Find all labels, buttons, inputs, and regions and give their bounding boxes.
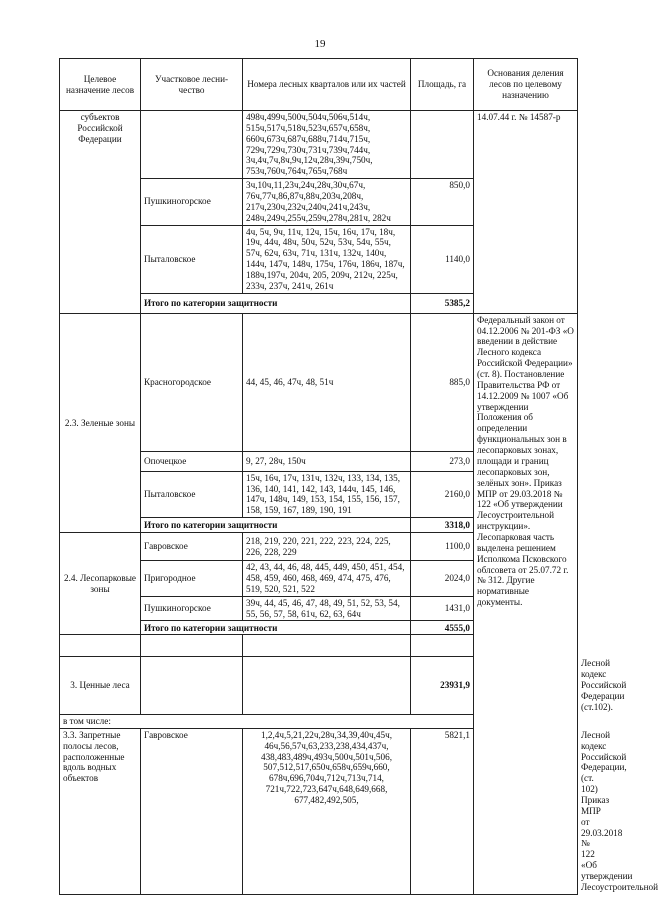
quarters-cell: 42, 43, 44, 46, 48, 445, 449, 450, 451, 454, 458, 459, 460, 468, 469, 474, 475, 476, 519, 520, 521, 522 [243,561,411,597]
basis-cell: 14.07.44 г. № 14587-р [474,111,578,314]
forestry-cell: Пригородное [141,561,243,597]
purpose-cell: субъектов Российской Федерации [60,111,141,314]
empty-cell [411,635,474,657]
total-label: Итого по категории защитности [141,518,411,533]
area-cell: 273,0 [411,451,474,471]
forestry-cell: Гавровское [141,533,243,561]
area-cell [411,111,474,179]
area-cell: 2160,0 [411,471,474,517]
empty-cell [243,635,411,657]
forestry-cell [141,657,243,714]
header-area: Площадь, га [411,59,474,111]
quarters-cell: 498ч,499ч,500ч,504ч,506ч,514ч, 515ч,517ч,518ч,523ч,657ч,658ч, 660ч,673ч,687ч,688ч,714ч,715ч, 729ч,729ч,730ч,731ч,739ч,744ч, 3ч,4ч,7ч,8ч,9ч,12ч,28ч,39ч,750ч, 753ч,760ч,764ч,765ч,768ч [243,111,411,179]
table-row [60,111,578,179]
area-cell: 2024,0 [411,561,474,597]
purpose-cell: 3.3. Запретные полосы лесов, расположенные вдоль водных объектов [60,728,141,894]
area-cell: 1431,0 [411,596,474,621]
forestry-cell: Опочецкое [141,451,243,471]
area-cell: 1100,0 [411,533,474,561]
table-row [60,313,578,451]
area-cell: 850,0 [411,179,474,225]
quarters-cell: 15ч, 16ч, 17ч, 131ч, 132ч, 133, 134, 135, 136, 140, 141, 142, 143, 144ч, 145, 146, 147ч, 148ч, 149, 153, 154, 155, 156, 157, 158, 159, 167, 189, 190, 191 [243,471,411,517]
header-purpose: Целевое назначение лесов [60,59,141,111]
forest-purpose-table [59,58,658,895]
including-label: в том числе: [60,714,578,728]
header-quarters: Номера лесных кварталов или их частей [243,59,411,111]
forestry-cell: Пыталовское [141,471,243,517]
table-row: 3. Ценные леса 23931,9 Лесной кодекс Российской Федерации (ст.102). [60,657,578,714]
subheading-row [60,714,578,728]
quarters-cell: 9, 27, 28ч, 150ч [243,451,411,471]
quarters-cell: 4ч, 5ч, 9ч, 11ч, 12ч, 15ч, 16ч, 17ч, 18ч, 19ч, 44ч, 48ч, 50ч, 52ч, 53ч, 54ч, 55ч, 57ч, 62ч, 63ч, 71ч, 131ч, 132ч, 140ч, 144ч, 147ч, 148ч, 175ч, 176ч, 186ч, 187ч, 188ч,197ч, 204ч, 205, 209ч, 212ч, 225ч, 233ч, 237ч, 241ч, 261ч [243,225,411,293]
total-value: 4555,0 [411,621,474,635]
forestry-cell: Пушкиногорское [141,179,243,225]
total-label: Итого по категории защитности [141,621,411,635]
forestry-cell: Гавровское [141,728,243,894]
header-basis: Основания деления лесов по целевому назначению [474,59,578,111]
quarters-cell: 44, 45, 46, 47ч, 48, 51ч [243,313,411,451]
forestry-cell: Красногородское [141,313,243,451]
basis-cell: Федеральный закон от 04.12.2006 № 201-ФЗ «О введении в действие Лесного кодекса Российской Федерации» (ст. 8). Постановление Правительства РФ от 14.12.2009 № 1007 «Об утверждении Положения об определении функциональных зон в лесопарковых зонах, площади и границ лесопарковых зон, зелёных зон». Приказ МПР от 29.03.2018 № 122 «Об утверждении Лесоустроительной инструкции». Лесопарковая часть выделена решением Исполкома Псковского облсовета от 25.07.72 г. № 312. Другие нормативные документы. [474,313,578,894]
empty-cell [60,635,141,657]
area-cell: 1140,0 [411,225,474,293]
quarters-cell: 39ч, 44, 45, 46, 47, 48, 49, 51, 52, 53, 54, 55, 56, 57, 58, 61ч, 62, 63, 64ч [243,596,411,621]
quarters-cell: 218, 219, 220, 221, 222, 223, 224, 225, 226, 228, 229 [243,533,411,561]
forestry-cell [141,111,243,179]
total-label: Итого по категории защитности [141,293,411,313]
quarters-cell: 3ч,10ч,11,23ч,24ч,28ч,30ч,67ч, 76ч,77ч,86,87ч,88ч,203ч,208ч, 217ч,230ч,232ч,240ч,241ч,243ч, 248ч,249ч,255ч,259ч,278ч,281ч, 282ч [243,179,411,225]
forestry-cell: Пыталовское [141,225,243,293]
header-forestry: Участковое лесни- чество [141,59,243,111]
purpose-cell: 2.3. Зеленые зоны [60,313,141,532]
table-header-row [60,59,578,111]
page-number: 19 [314,38,326,50]
empty-cell [141,635,243,657]
area-cell: 23931,9 [411,657,474,714]
quarters-cell: 1,2,4ч,5,21,22ч,28ч,34,39,40ч,45ч, 46ч,56,57ч,63,233,238,434,437ч, 438,483,489ч,493ч,500ч,501ч,506, 507,512,517,650ч,658ч,659ч,660, 678ч,696,704ч,712ч,713ч,714, 721ч,722,723,647ч,648,649,668, 677,482,492,505, [243,728,411,894]
purpose-cell: 2.4. Лесопарковые зоны [60,533,141,635]
area-cell: 885,0 [411,313,474,451]
purpose-cell: 3. Ценные леса [60,657,141,714]
total-value: 5385,2 [411,293,474,313]
forestry-cell: Пушкиногорское [141,596,243,621]
quarters-cell [243,657,411,714]
table-row: 3.3. Запретные полосы лесов, расположенные вдоль водных объектов Гавровское 1,2,4ч,5,21,22ч,28ч,34,39,40ч,45ч, 46ч,56,57ч,63,233,238,434,437ч, 438,483,489ч,493ч,500ч,501ч,506, 507,512,517,650ч,658ч,659ч,660, 678ч,696,704ч,712ч,713ч,714, 721ч,722,723,647ч,648,649,668, 677,482,492,505, 5821,1 Лесной кодекс Российской Федерации, (ст. 102) Приказ МПР от 29.03.2018 № 122 «Об утверждении Лесоустроительной [60,728,578,894]
total-value: 3318,0 [411,518,474,533]
area-cell: 5821,1 [411,728,474,894]
